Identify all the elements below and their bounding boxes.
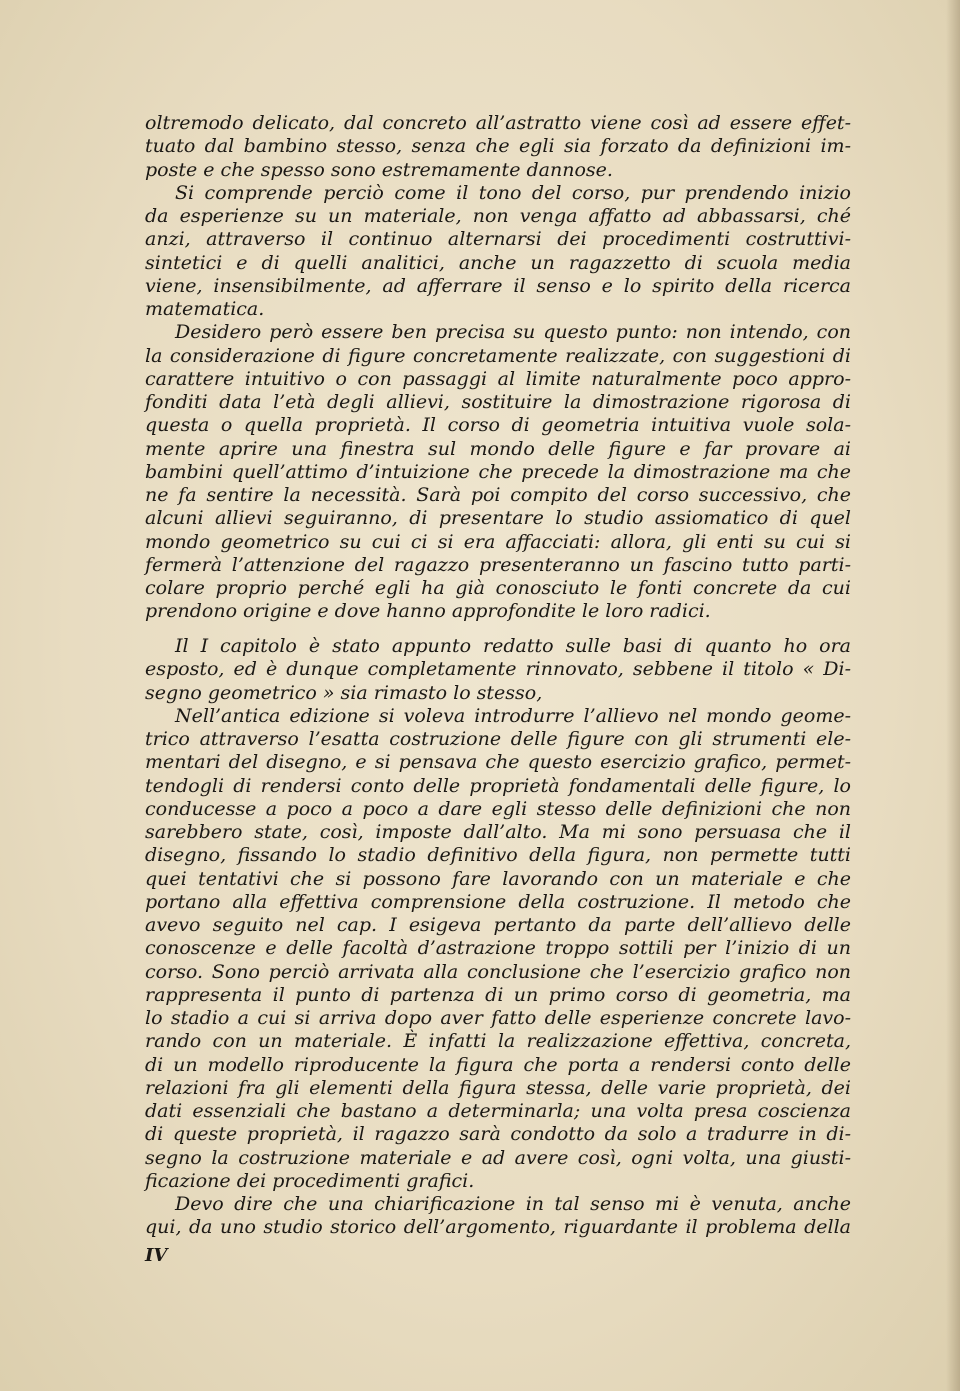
text-line: Il I capitolo è stato appunto redatto sulle basi di quanto ho ora <box>175 635 851 657</box>
text-line: sarebbero state, così, imposte dall’alto. Ma mi sono persuasa che il <box>145 821 851 843</box>
text-line: di un modello riproducente la figura che porta a rendersi conto delle <box>145 1053 851 1076</box>
text-line: avevo seguito nel cap. I esigeva pertanto da parte dell’allievo delle <box>145 914 851 936</box>
text-line: dati essenziali che bastano a determinarla; una volta presa coscienza <box>145 1100 851 1122</box>
text-line: qui, da uno studio storico dell’argomento, riguardante il problema della <box>145 1216 851 1239</box>
text-line: corso. Sono perciò arrivata alla conclusione che l’esercizio grafico non <box>145 960 851 983</box>
text-line: conducesse a poco a poco a dare egli stesso delle definizioni che non <box>145 797 851 820</box>
text-line: da esperienze su un materiale, non venga affatto ad abbassarsi, ché <box>145 205 851 227</box>
text-line: colare proprio perché egli ha già conosciuto le fonti concrete da cui <box>145 577 851 599</box>
text-line: rando con un materiale. È infatti la realizzazione effettiva, concreta, <box>145 1030 851 1053</box>
text-line: questa o quella proprietà. Il corso di geometria intuitiva vuole sola- <box>145 414 851 437</box>
page-edge-shadow <box>946 0 960 1391</box>
text-line: trico attraverso l’esatta costruzione delle figure con gli strumenti ele- <box>145 728 851 750</box>
text-line: matematica. <box>145 298 265 320</box>
text-line: mondo geometrico su cui ci si era affacciati: allora, gli enti su cui si <box>145 530 851 553</box>
text-line: carattere intuitivo o con passaggi al limite naturalmente poco appro- <box>145 367 851 390</box>
text-line: lo stadio a cui si arriva dopo aver fatto delle esperienze concrete lavo- <box>145 1007 851 1029</box>
paragraph-block-1 <box>145 112 851 624</box>
text-line: oltremodo delicato, dal concreto all’astratto viene così ad essere effet- <box>145 112 851 134</box>
text-line: fermerà l’attenzione del ragazzo presenteranno un fascino tutto parti- <box>145 553 851 576</box>
text-line: tendogli di rendersi conto delle proprietà fondamentali delle figure, lo <box>145 774 851 797</box>
text-line: relazioni fra gli elementi della figura stessa, delle varie proprietà, dei <box>145 1076 851 1099</box>
text-line: mentari del disegno, e si pensava che questo esercizio grafico, permet- <box>145 751 851 774</box>
text-line: alcuni allievi seguiranno, di presentare lo studio assiomatico di quel <box>145 507 851 530</box>
text-line: segno la costruzione materiale e ad avere così, ogni volta, una giusti- <box>145 1146 851 1169</box>
text-line: ne fa sentire la necessità. Sarà poi compito del corso successivo, che <box>145 484 851 506</box>
text-line: la considerazione di figure concretamente realizzate, con suggestioni di <box>145 344 851 367</box>
text-line: bambini quell’attimo d’intuizione che precede la dimostrazione ma che <box>145 460 851 483</box>
text-line: sintetici e di quelli analitici, anche un ragazzetto di scuola media <box>145 251 851 274</box>
text-line: rappresenta il punto di partenza di un primo corso di geometria, ma <box>145 983 851 1006</box>
text-line: prendono origine e dove hanno approfondite le loro radici. <box>145 600 711 623</box>
text-line: portano alla effettiva comprensione della costruzione. Il metodo che <box>145 890 851 913</box>
text-line: disegno, fissando lo stadio definitivo della figura, non permette tutti <box>145 844 851 867</box>
text-line: anzi, attraverso il continuo alternarsi dei procedimenti costruttivi- <box>145 228 851 251</box>
text-line: Nell’antica edizione si voleva introdurre l’allievo nel mondo geome- <box>175 704 851 727</box>
text-line: Si comprende perciò come il tono del corso, pur prendendo inizio <box>175 181 851 204</box>
text-line: viene, insensibilmente, ad afferrare il senso e lo spirito della ricerca <box>145 274 851 297</box>
text-line: di queste proprietà, il ragazzo sarà condotto da solo a tradurre in di- <box>145 1123 851 1146</box>
text-line: Devo dire che una chiarificazione in tal senso mi è venuta, anche <box>175 1193 851 1215</box>
text-line: conoscenze e delle facoltà d’astrazione troppo sottili per l’inizio di un <box>145 937 851 960</box>
page-number: IV <box>145 1245 168 1266</box>
text-line: poste e che spesso sono estremamente dannose. <box>145 158 613 181</box>
text-line: tuato dal bambino stesso, senza che egli sia forzato da definizioni im- <box>145 135 851 158</box>
text-line: quei tentativi che si possono fare lavorando con un materiale e che <box>145 867 851 890</box>
text-line: esposto, ed è dunque completamente rinnovato, sebbene il titolo « Di- <box>145 658 851 681</box>
text-line: fonditi data l’età degli allievi, sostituire la dimostrazione rigorosa di <box>145 391 851 413</box>
text-line: Desidero però essere ben precisa su questo punto: non intendo, con <box>175 321 851 344</box>
paragraph-block-2 <box>145 635 851 1240</box>
text-line: mente aprire una finestra sul mondo delle figure e far provare ai <box>145 437 851 460</box>
text-line: ficazione dei procedimenti grafici. <box>145 1169 475 1192</box>
text-line: segno geometrico » sia rimasto lo stesso, <box>145 681 543 704</box>
